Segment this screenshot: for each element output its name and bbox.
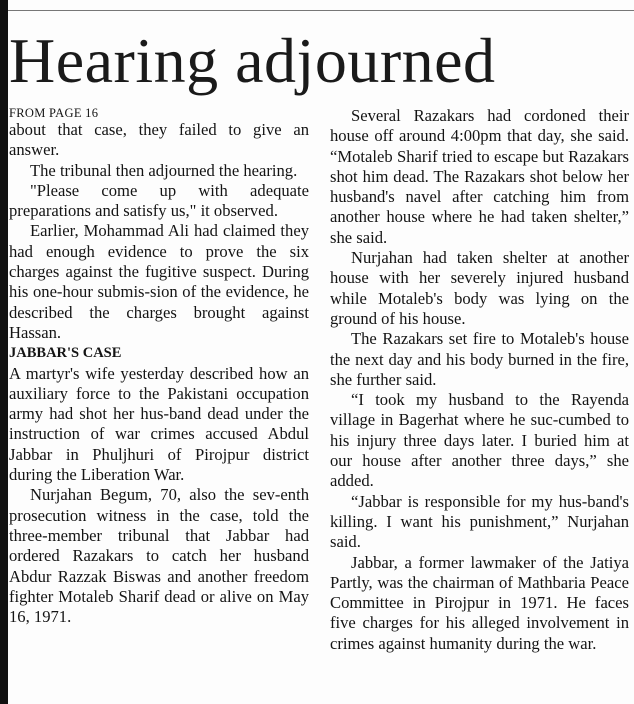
headline: Hearing adjourned (9, 25, 496, 96)
left-column (9, 106, 309, 627)
page-edge-bar (0, 0, 8, 704)
left-paragraph-2: The tribunal then adjourned the hearing. (30, 160, 298, 180)
right-paragraph-5: “Jabbar is responsible for my hus-band's killing. I want his punishment,” Nurjahan said. (330, 491, 629, 552)
right-paragraph-3: The Razakars set fire to Motaleb's house the next day and his body burned in the fire, she further said. (330, 329, 629, 389)
right-paragraph-4: “I took my husband to the Rayenda village in Bagerhat where he suc-cumbed to his injury three days later. I buried him at our house after another three days,” she added. (330, 390, 629, 491)
left-paragraph-4: Earlier, Mohammad Ali had claimed they had enough evidence to prove the six charges against the fugitive suspect. During his one-hour submis-sion of the evidence, he described the charges brought against Hassan. (9, 221, 309, 342)
left-paragraph-5: A martyr's wife yesterday described how an auxiliary force to the Pakistani occupation army had shot her hus-band dead under the instruction of war crimes accused Abdul Jabbar in Phuljhuri of Pirojpur district during the Liberation War. (9, 363, 309, 485)
top-rule (8, 10, 634, 11)
left-paragraph-1: about that case, they failed to give an answer. (9, 120, 309, 160)
right-paragraph-1: Several Razakars had cordoned their house off around 4:00pm that day, she said. “Motaleb Sharif tried to escape but Razakars shot him dead. The Razakars shot below her husband's navel after catching him from another house where he had taken shelter,” she said. (330, 106, 629, 247)
left-paragraph-3: "Please come up with adequate preparations and satisfy us," it observed. (9, 180, 309, 221)
right-paragraph-2: Nurjahan had taken shelter at another house with her severely injured husband while Motaleb's body was lying on the ground of his house. (330, 248, 629, 328)
right-paragraph-6: Jabbar, a former lawmaker of the Jatiya Partly, was the chairman of Mathbaria Peace Committee in Pirojpur in 1971. He faces five charges for his alleged involvement in crimes against humanity during the war. (330, 552, 629, 653)
right-column (330, 106, 629, 654)
left-paragraph-6: Nurjahan Begum, 70, also the sev-enth prosecution witness in the case, told the three-member tribunal that Jabbar had ordered Razakars to catch her husband Abdur Razzak Biswas and another freedom fighter Motaleb Sharif dead or alive on May 16, 1971. (9, 485, 309, 627)
subhead-jabbars-case: JABBAR'S CASE (9, 345, 122, 362)
continued-from-kicker: FROM PAGE 16 (9, 106, 99, 120)
